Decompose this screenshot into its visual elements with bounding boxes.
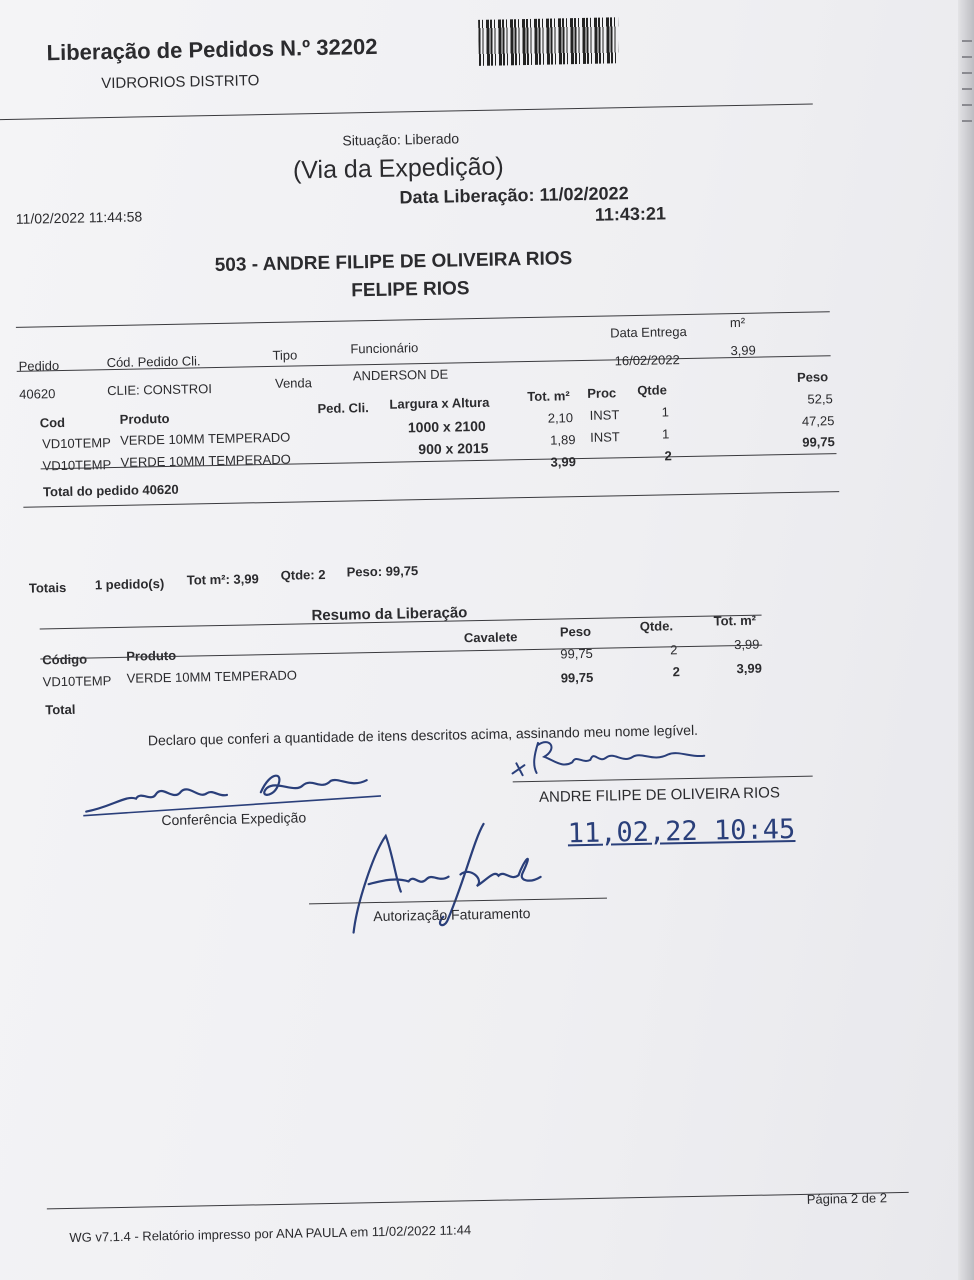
order-total-qtde: 2 — [664, 448, 672, 464]
order-table-top-line — [16, 311, 830, 331]
page-edge — [958, 0, 974, 1280]
client-signature-name: ANDRE FILIPE DE OLIVEIRA RIOS — [538, 784, 781, 806]
item-proc: INST — [589, 429, 620, 445]
release-date: Data Liberação: 11/02/2022 — [399, 183, 629, 208]
totals-label: Totais — [28, 579, 67, 596]
header-divider — [0, 104, 813, 121]
order-tipo: Venda — [274, 375, 313, 391]
order-total-peso: 99,75 — [802, 434, 835, 450]
item-dims: 1000 x 2100 — [407, 417, 486, 436]
client-nickname: FELIPE RIOS — [351, 278, 470, 302]
summary-col-cavalete: Cavalete — [463, 629, 518, 646]
totals-pedidos: 1 pedido(s) — [94, 576, 165, 593]
col-cod-pedido-cli: Cód. Pedido Cli. — [106, 353, 201, 371]
item-tot-m2: 1,89 — [550, 432, 576, 448]
summary-total-qtde-top: 2 — [670, 642, 678, 658]
order-pedido: 40620 — [19, 386, 56, 402]
col-qtde: Qtde — [637, 382, 668, 398]
footer-page-number: Página 2 de 2 — [806, 1190, 888, 1207]
col-pedido: Pedido — [18, 358, 60, 374]
totals-peso: Peso: 99,75 — [346, 563, 419, 580]
totals-qtde: Qtde: 2 — [280, 566, 326, 583]
item-peso: 47,25 — [801, 413, 835, 429]
summary-col-tot-m2: Tot. m² — [713, 612, 757, 629]
order-m2: 3,99 — [730, 342, 756, 359]
footer-printed-by: WG v7.1.4 - Relatório impresso por ANA PAULA em 11/02/2022 11:44 — [69, 1222, 472, 1245]
declaration-text: Declaro que conferi a quantidade de itens descritos acima, assinando meu nome legível. — [147, 721, 699, 749]
totals-tot-m2: Tot m²: 3,99 — [186, 571, 259, 588]
summary-total-m2-top: 3,99 — [733, 636, 760, 653]
item-qtde: 1 — [661, 426, 670, 442]
item-qtde: 1 — [661, 404, 670, 420]
order-cod-pedido-cli: CLIE: CONSTROI — [106, 381, 213, 399]
conferencia-label: Conferência Expedição — [161, 809, 307, 829]
item-dims: 900 x 2015 — [418, 439, 489, 458]
summary-col-qtde: Qtde. — [639, 618, 674, 634]
item-cod: VD10TEMP — [42, 457, 112, 474]
col-cod: Cod — [39, 414, 66, 431]
item-peso: 52,5 — [807, 391, 833, 407]
item-produto: VERDE 10MM TEMPERADO — [119, 429, 291, 448]
col-data-entrega: Data Entrega — [609, 323, 687, 341]
summary-total-peso-top: 99,75 — [560, 645, 593, 662]
summary-tot-m2: 3,99 — [736, 660, 763, 677]
col-tipo: Tipo — [272, 347, 298, 363]
document-title: Liberação de Pedidos N.º 32202 — [46, 33, 378, 66]
item-cod: VD10TEMP — [42, 435, 111, 452]
col-tot-m2: Tot. m² — [527, 388, 570, 405]
order-total-m2: 3,99 — [550, 454, 577, 470]
summary-col-codigo: Código — [42, 651, 88, 668]
col-funcionario: Funcionário — [350, 340, 419, 357]
company-name: VIDRORIOS DISTRITO — [101, 72, 260, 93]
summary-qtde: 2 — [672, 664, 681, 680]
status-label: Situação: Liberado — [342, 130, 460, 149]
summary-peso: 99,75 — [560, 669, 594, 686]
item-proc: INST — [589, 407, 620, 423]
item-produto: VERDE 10MM TEMPERADO — [120, 451, 291, 470]
barcode — [478, 17, 619, 66]
col-m2: m² — [729, 314, 746, 331]
summary-total-label: Total — [45, 701, 76, 718]
col-produto: Produto — [119, 410, 170, 427]
client-name: 503 - ANDRE FILIPE DE OLIVEIRA RIOS — [214, 248, 573, 277]
col-largura-altura: Largura x Altura — [389, 394, 490, 412]
item-tot-m2: 2,10 — [547, 410, 574, 426]
autorizacao-label: Autorização Faturamento — [373, 905, 531, 925]
release-time: 11:43:21 — [594, 203, 667, 225]
footer-line — [47, 1192, 909, 1210]
col-peso: Peso — [796, 369, 829, 385]
summary-title: Resumo da Liberação — [311, 604, 468, 625]
order-data-entrega: 16/02/2022 — [614, 352, 680, 369]
summary-codigo: VD10TEMP — [42, 673, 112, 690]
order-funcionario: ANDERSON DE — [352, 366, 449, 384]
via-label: (Via da Expedição) — [292, 152, 504, 185]
summary-col-peso: Peso — [559, 623, 592, 640]
order-total-label: Total do pedido 40620 — [42, 481, 179, 500]
print-timestamp: 11/02/2022 11:44:58 — [15, 208, 143, 227]
col-ped-cli: Ped. Cli. — [317, 400, 369, 417]
summary-col-produto: Produto — [126, 647, 177, 664]
col-proc: Proc — [587, 385, 617, 401]
handwritten-date: 11,02,22 10:45 — [567, 813, 796, 850]
summary-produto: VERDE 10MM TEMPERADO — [126, 667, 298, 686]
